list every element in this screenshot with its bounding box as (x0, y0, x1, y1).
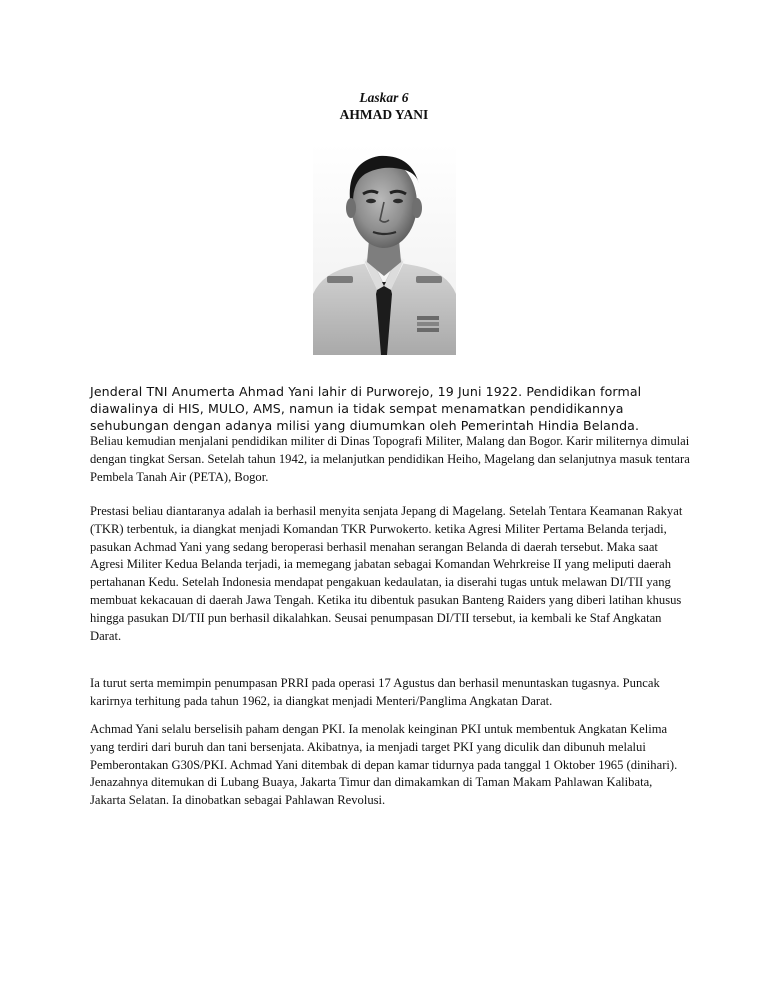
portrait-photo-icon (313, 144, 456, 355)
document-heading (0, 89, 768, 123)
heading-label: Laskar 6 (359, 90, 409, 105)
paragraph-career: Ia turut serta memimpin penumpasan PRRI pada operasi 17 Agustus dan berhasil menuntaskan tugasnya. Puncak karirnya terhitung pada tahun 1962, ia diangkat menjadi Menteri/Panglima Angkatan Darat. (90, 676, 660, 708)
heading-name: AHMAD YANI (339, 107, 429, 122)
paragraph-death: Achmad Yani selalu berselisih paham dengan PKI. Ia menolak keinginan PKI untuk membentuk Angkatan Kelima yang terdiri dari buruh dan tani bersenjata. Akibatnya, ia menjadi target PKI yang diculik dan dibunuh melalui Pemberontakan G30S/PKI. Achmad Yani ditembak di depan kamar tidurnya pada tanggal 1 Oktober 1965 (dinihari). Jenazahnya ditemukan di Lubang Buaya, Jakarta Timur dan dimakamkan di Taman Makam Pahlawan Kalibata, Jakarta Selatan. Ia dinobatkan sebagai Pahlawan Revolusi. (90, 722, 678, 808)
paragraph-birth: Jenderal TNI Anumerta Ahmad Yani lahir di Purworejo, 19 Juni 1922. Pendidikan formal diawalinya di HIS, MULO, AMS, namun ia tidak sempat menamatkan pendidikannya sehubungan dengan adanya milisi yang diumumkan oleh Pemerintah Hindia Belanda. (90, 384, 642, 433)
paragraph-achievements: Prestasi beliau diantaranya adalah ia berhasil menyita senjata Jepang di Magelang. Setelah Tentara Keamanan Rakyat (TKR) terbentuk, ia diangkat menjadi Komandan TKR Purwokerto. ketika Agresi Militer Pertama Belanda terjadi, pasukan Achmad Yani yang sedang beroperasi berhasil menahan serangan Belanda di daerah tersebut. Maka saat Agresi Militer Kedua Belanda terjadi, ia memegang jabatan sebagai Komandan Wehrkreise II yang meliputi daerah pertahanan Kedu. Setelah Indonesia mendapat pengakuan kedaulatan, ia diserahi tugas untuk melawan DI/TII yang membuat kekacauan di daerah Jawa Tengah. Ketika itu dibentuk pasukan Banteng Raiders yang diberi latihan khusus hingga pasukan DI/TII pun berhasil dikalahkan. Seusai penumpasan DI/TII tersebut, ia kembali ke Staf Angkatan Darat. (90, 504, 683, 643)
paragraph-military-education: Beliau kemudian menjalani pendidikan militer di Dinas Topografi Militer, Malang dan Bogor. Karir militernya dimulai dengan tingkat Sersan. Setelah tahun 1942, ia melanjutkan pendidikan Heiho, Magelang dan selanjutnya masuk tentara Pembela Tanah Air (PETA), Bogor. (90, 434, 690, 484)
